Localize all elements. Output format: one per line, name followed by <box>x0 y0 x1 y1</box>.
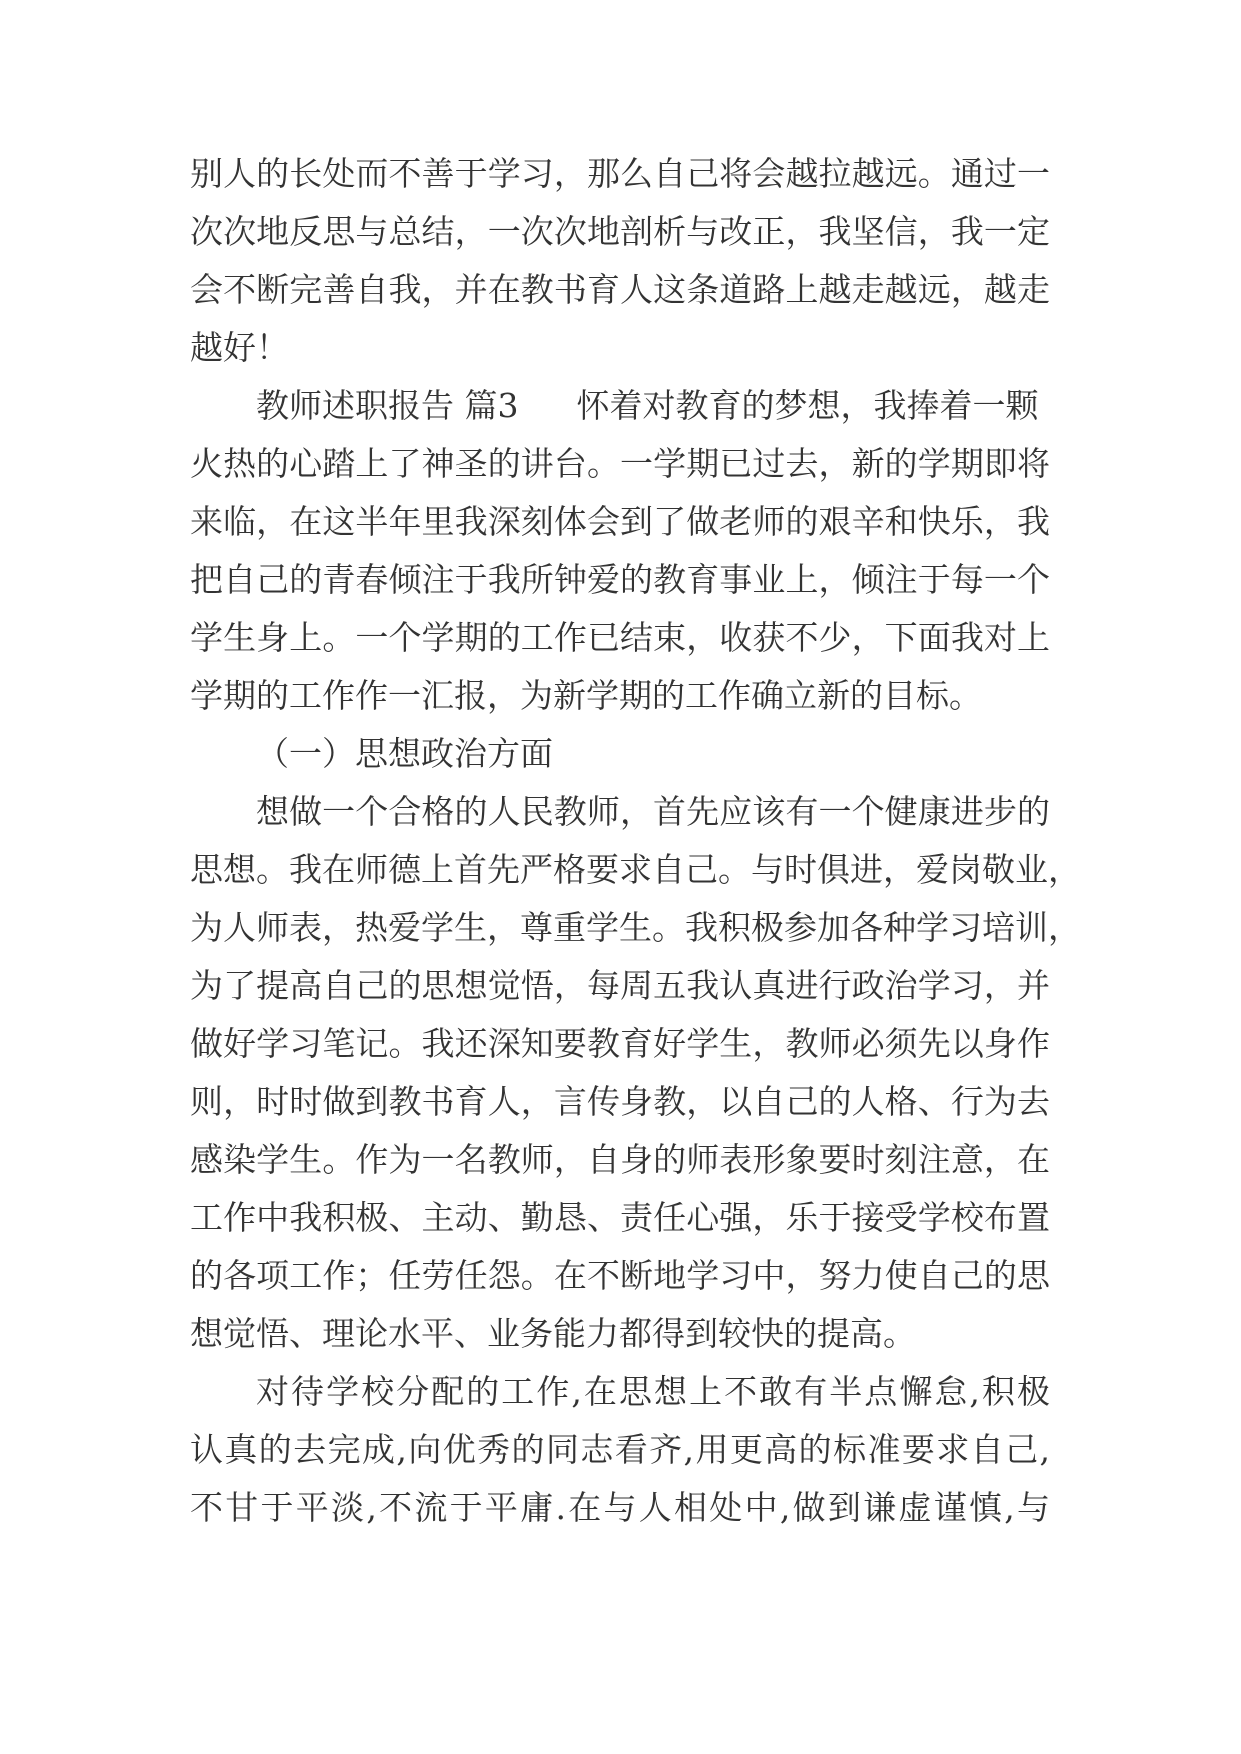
text-line: 想做一个合格的人民教师，首先应该有一个健康进步的 <box>256 792 1050 831</box>
text-line: 感染学生。作为一名教师，自身的师表形象要时刻注意，在 <box>190 1140 1050 1179</box>
text-line: 认真的去完成,向优秀的同志看齐,用更高的标准要求自己, <box>190 1430 1050 1469</box>
text-line: 越好！ <box>190 328 289 367</box>
text-line: 工作中我积极、主动、勤恳、责任心强，乐于接受学校布置 <box>190 1198 1050 1237</box>
section-title: 教师述职报告 篇3 <box>256 386 519 425</box>
text-line: 火热的心踏上了神圣的讲台。一学期已过去，新的学期即将 <box>190 444 1050 483</box>
text-line: 把自己的青春倾注于我所钟爱的教育事业上，倾注于每一个 <box>190 560 1050 599</box>
text-line: 为了提高自己的思想觉悟，每周五我认真进行政治学习，并 <box>190 966 1050 1005</box>
section-title-line <box>190 377 1050 435</box>
text-line: 怀着对教育的梦想，我捧着一颗 <box>576 386 1039 425</box>
text-line: 学期的工作作一汇报，为新学期的工作确立新的目标。 <box>190 676 982 715</box>
text-line: 不甘于平淡,不流于平庸.在与人相处中,做到谦虚谨慎,与 <box>190 1488 1050 1527</box>
text-line: 为人师表，热爱学生，尊重学生。我积极参加各种学习培训， <box>190 908 1081 947</box>
text-line: 来临，在这半年里我深刻体会到了做老师的艰辛和快乐，我 <box>190 502 1050 541</box>
text-line: 做好学习笔记。我还深知要教育好学生，教师必须先以身作 <box>190 1024 1050 1063</box>
document-body <box>190 145 1081 1537</box>
text-line: 学生身上。一个学期的工作已结束，收获不少，下面我对上 <box>190 618 1050 657</box>
text-line: 则，时时做到教书育人，言传身教，以自己的人格、行为去 <box>190 1082 1050 1121</box>
text-line: 的各项工作；任劳任怨。在不断地学习中，努力使自己的思 <box>190 1256 1050 1295</box>
text-line: 想觉悟、理论水平、业务能力都得到较快的提高。 <box>190 1314 916 1353</box>
subsection-heading: （一）思想政治方面 <box>256 734 553 773</box>
text-line: 思想。我在师德上首先严格要求自己。与时俱进，爱岗敬业， <box>190 850 1081 889</box>
text-line: 对待学校分配的工作,在思想上不敢有半点懈怠,积极 <box>256 1372 1050 1411</box>
text-line: 别人的长处而不善于学习，那么自己将会越拉越远。通过一 <box>190 154 1050 193</box>
text-line: 会不断完善自我，并在教书育人这条道路上越走越远，越走 <box>190 270 1050 309</box>
text-line: 次次地反思与总结，一次次地剖析与改正，我坚信，我一定 <box>190 212 1050 251</box>
